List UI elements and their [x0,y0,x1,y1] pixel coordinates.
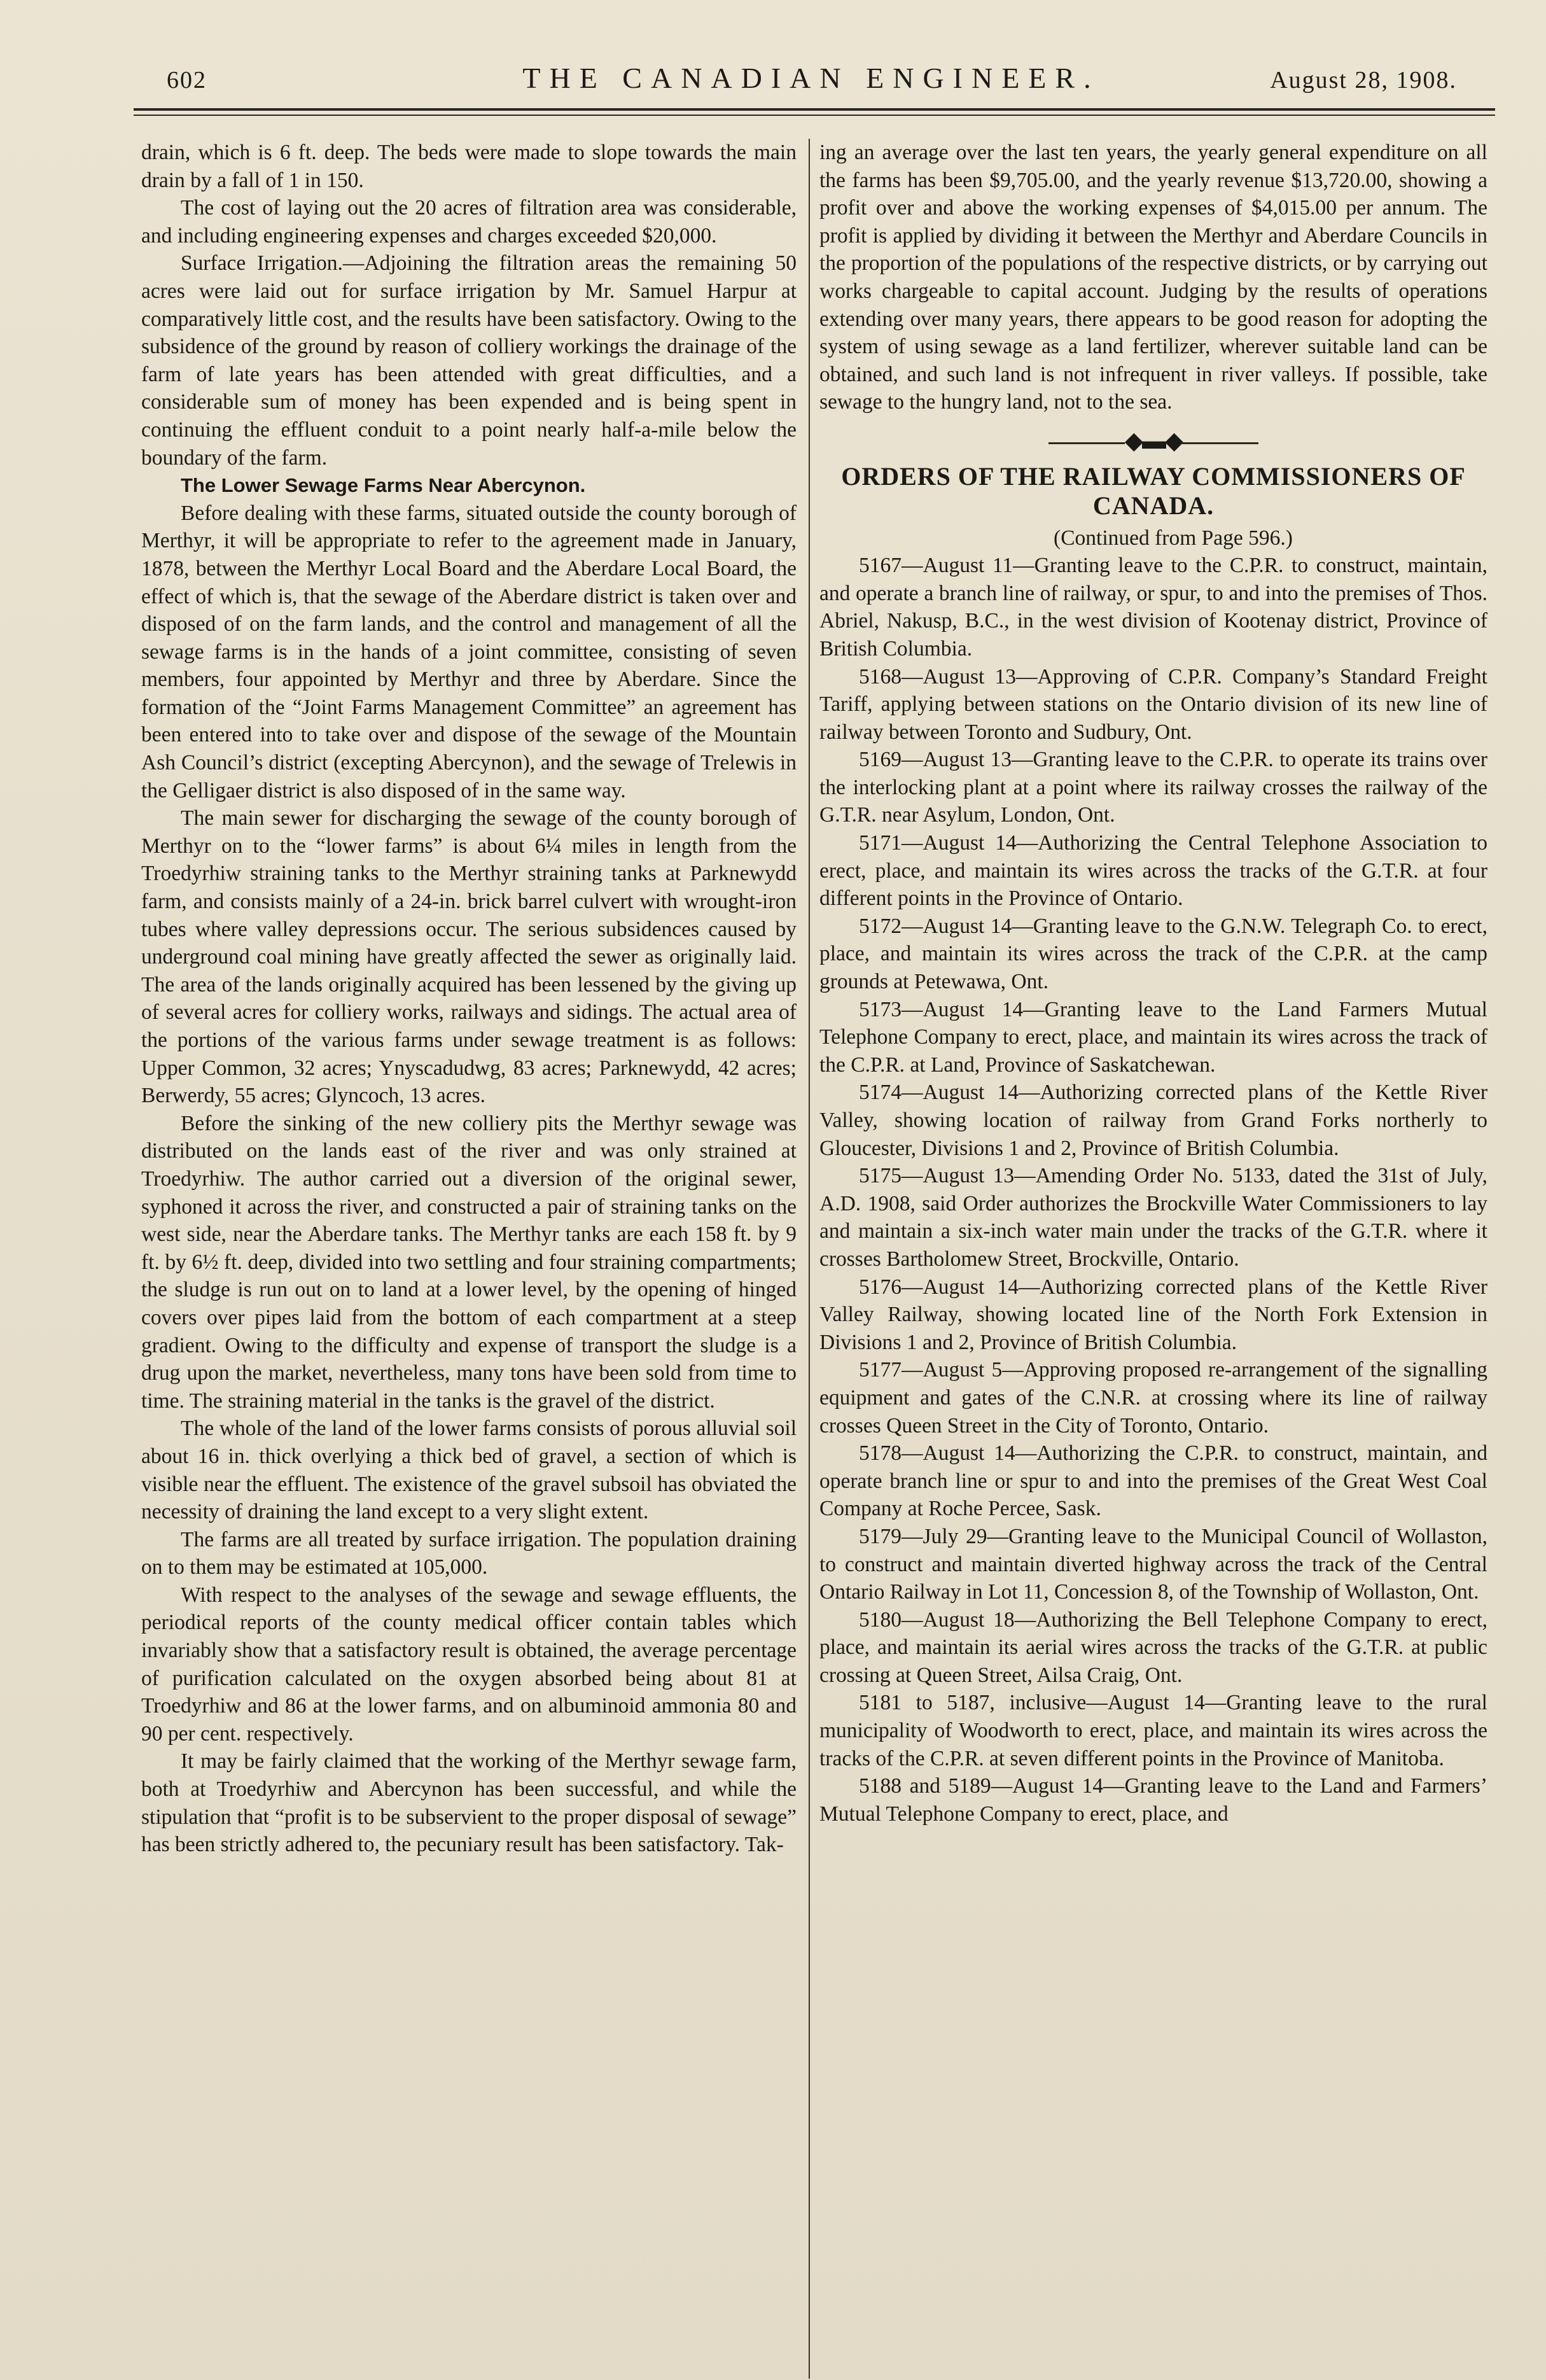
paragraph: Before dealing with these farms, situated outside the county borough of Merthyr, it will be appropriate to refer to the agreement made in January, 1878, between the Merthyr Local Board and the Aberdare Local Board, the effect of which is, that the sewage of the Aberdare district is taken over and disposed of on the farm lands, and the control and management of all the sewage farms is in the hands of a joint committee, consisting of seven members, four appointed by Merthyr and three by Aberdare. Since the formation of the “Joint Farms Management Committee” an agreement has been entered into to take over and dispose of the sewage of the Mountain Ash Council’s district (excepting Abercynon), and the sewage of Trelewis in the Gelligaer district is also disposed of in the same way. [141,501,797,802]
order-item: 5180—August 18—Authorizing the Bell Telephone Company to erect, place, and maintain its aerial wires across the tracks of the G.T.R. at public crossing at Queen Street, Ailsa Craig, Ont. [819,1607,1487,1687]
subheading: The Lower Sewage Farms Near Abercynon. [181,474,586,497]
order-item: 5188 and 5189—August 14—Granting leave to the Land and Farmers’ Mutual Telephone Company to erect, place, and [819,1774,1487,1826]
order-item: 5178—August 14—Authorizing the C.P.R. to construct, maintain, and operate branch line or spur to and into the premises of the Great West Coal Company at Roche Percee, Sask. [819,1441,1487,1521]
page-header [140,61,1482,99]
order-item: 5181 to 5187, inclusive—August 14—Granting leave to the rural municipality of Woodworth to erect, place, and maintain its wires across the tracks of the C.P.R. at seven different points in the Province of Manitoba. [819,1691,1487,1770]
order-item: 5174—August 14—Authorizing corrected plans of the Kettle River Valley, showing location of railway from Grand Forks northerly to Gloucester, Divisions 1 and 2, Province of British Columbia. [819,1081,1487,1160]
order-item: 5176—August 14—Authorizing corrected plans of the Kettle River Valley Railway, showing located line of the North Fork Extension in Divisions 1 and 2, Province of British Columbia. [819,1275,1487,1354]
paragraph: The main sewer for discharging the sewage of the county borough of Merthyr on to the “lower farms” is about 6¼ miles in length from the Troedyrhiw straining tanks to the Merthyr straining tanks at Parknewydd farm, and consists mainly of a 24-in. brick barrel culvert with wrought-iron tubes where valley depressions occur. The serious subsidences caused by underground coal mining have greatly affected the sewer as originally laid. The area of the lands originally acquired has been lessened by the giving up of several acres for colliery works, railways and sidings. The actual area of the portions of the various farms under sewage treatment is as follows: Upper Common, 32 acres; Ynyscadudwg, 83 acres; Parknewydd, 42 acres; Berwerdy, 55 acres; Glyncoch, 13 acres. [141,806,797,1108]
order-item: 5175—August 13—Amending Order No. 5133, dated the 31st of July, A.D. 1908, said Order authorizes the Brockville Water Commissioners to lay and maintain a six-inch water main under the tracks of the G.T.R. where it crosses Bartholomew Street, Brockville, Ontario. [819,1164,1487,1271]
order-item: 5173—August 14—Granting leave to the Land Farmers Mutual Telephone Company to erect, place, and maintain its wires across the track of the C.P.R. at Land, Province of Saskatchewan. [819,997,1487,1077]
left-column [141,139,797,1859]
paragraph: The cost of laying out the 20 acres of filtration area was considerable, and including engineering expenses and charges exceeded $20,000. [141,196,797,248]
paragraph: ing an average over the last ten years, the yearly general expenditure on all the farms has been $9,705.00, and the yearly revenue $13,720.00, showing a profit over and above the working expenses of $4,015.00 per annum. The profit is applied by dividing it between the Merthyr and Aberdare Councils in the proportion of the populations of the respective districts, or by carrying out works chargeable to capital account. Judging by the results of operations extending over many years, there appears to be good reason for adopting the system of using sewage as a land fertilizer, wherever suitable land can be obtained, and such land is not infrequent in river valleys. If possible, take sewage to the hungry land, not to the sea. [819,141,1487,414]
paragraph: Before the sinking of the new colliery pits the Merthyr sewage was distributed on the lands east of the river and was only strained at Troedyrhiw. The author carried out a diversion of the original sewer, syphoned it across the river, and constructed a pair of straining tanks on the west side, near the Aberdare tanks. The Merthyr tanks are each 158 ft. by 9 ft. by 6½ ft. deep, divided into two settling and four straining compartments; the sludge is run out on to land at a lower level, by the opening of hinged covers over pipes laid from the bottom of each compartment at a steep gradient. Owing to the difficulty and expense of transport the sludge is a drug upon the market, nevertheless, many tons have been sold from time to time. The straining material in the tanks is the gravel of the district. [141,1111,797,1413]
issue-date: August 28, 1908. [1270,67,1457,94]
paragraph: The whole of the land of the lower farms consists of porous alluvial soil about 16 in. thick overlying a thick bed of gravel, a section of which is visible near the effluent. The existence of the gravel subsoil has obviated the necessity of draining the land except to a very slight extent. [141,1417,797,1524]
paragraph: The farms are all treated by surface irrigation. The population draining on to them may be estimated at 105,000. [141,1527,797,1579]
order-item: 5168—August 13—Approving of C.P.R. Company’s Standard Freight Tariff, applying between stations on the Ontario division of its new line of railway between Toronto and Sudbury, Ont. [819,664,1487,744]
paragraph: Surface Irrigation.—Adjoining the filtration areas the remaining 50 acres were laid out for surface irrigation by Mr. Samuel Harpur at comparatively little cost, and the results have been satisfactory. Owing to the subsidence of the ground by reason of colliery workings the drainage of the farm of late years has been attended with great difficulties, and a considerable sum of money has been expended and is being spent in continuing the effluent conduit to a point nearly half-a-mile below the boundary of the farm. [141,251,797,470]
order-item: 5177—August 5—Approving proposed re-arrangement of the signalling equipment and gates of the C.N.R. at crossing where its line of railway crosses Queen Street in the City of Toronto, Ontario. [819,1358,1487,1438]
paragraph: drain, which is 6 ft. deep. The beds were made to slope towards the main drain by a fall of 1 in 150. [141,141,797,192]
order-item: 5179—July 29—Granting leave to the Municipal Council of Wollaston, to construct and maintain diverted highway across the track of the Central Ontario Railway in Lot 11, Concession 8, of the Township of Wollaston, Ont. [819,1524,1487,1604]
section-title: ORDERS OF THE RAILWAY COMMISSIONERS OF CANADA. [841,461,1466,520]
order-item: 5172—August 14—Granting leave to the G.N.W. Telegraph Co. to erect, place, and maintain its wires across the track of the C.P.R. at the camp grounds at Petewawa, Ont. [819,914,1487,994]
continued-note: (Continued from Page 596.) [1054,526,1293,550]
order-item: 5169—August 13—Granting leave to the C.P.R. to operate its trains over the interlocking plant at a point where its railway crosses the railway of the G.T.R. near Asylum, London, Ont. [819,748,1487,827]
right-column [819,139,1487,1828]
order-item: 5167—August 11—Granting leave to the C.P.R. to construct, maintain, and operate a branch line of railway, or spur, to and into the premises of Thos. Abriel, Nakusp, B.C., in the west division of Kootenay district, Province of British Columbia. [819,554,1487,661]
journal-title: THE CANADIAN ENGINEER. [522,62,1100,94]
column-divider [809,139,810,2379]
order-item: 5171—August 14—Authorizing the Central Telephone Association to erect, place, and maintain its wires across the tracks of the G.T.R. at four different points in the Province of Ontario. [819,831,1487,911]
paragraph: With respect to the analyses of the sewage and sewage effluents, the periodical reports of the county medical officer contain tables which invariably show that a satisfactory result is obtained, the average percentage of purification calculated on the oxygen absorbed being about 81 at Troedyrhiw and 86 at the lower farms, and on albuminoid ammonia 80 and 90 per cent. respectively. [141,1583,797,1746]
paragraph: It may be fairly claimed that the working of the Merthyr sewage farm, both at Troedyrhiw and Abercynon has been successful, and while the stipulation that “profit is to be subservient to the proper disposal of sewage” has been strictly adhered to, the pecuniary result has been satisfactory. Tak- [141,1749,797,1857]
header-rule [134,108,1495,111]
section-ornament: ◆▬◆ [819,428,1487,456]
page-number: 602 [167,67,207,94]
header-rule-thin [134,115,1495,116]
